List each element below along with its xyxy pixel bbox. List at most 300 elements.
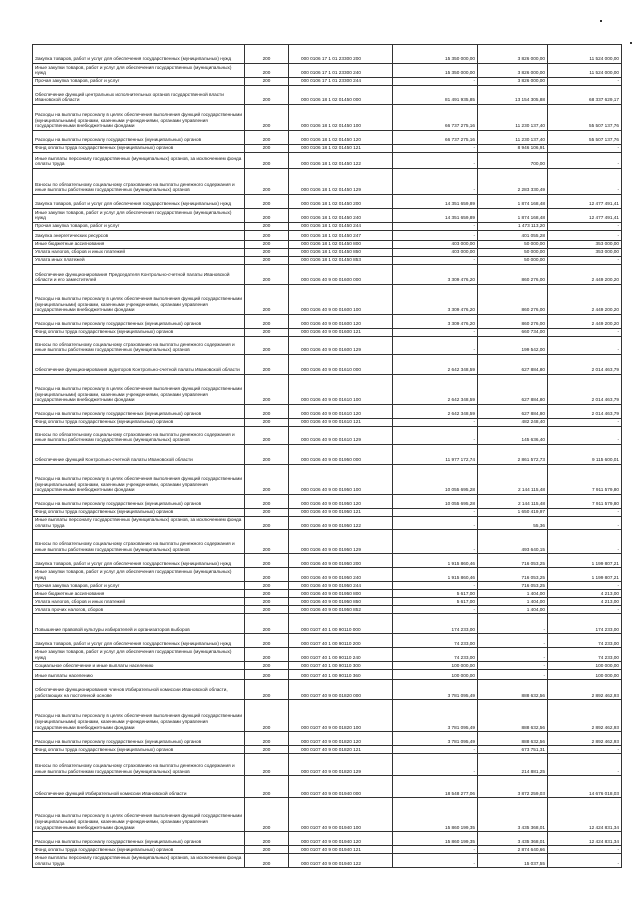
row-approved-amount: 1 915 860,46 <box>393 554 478 568</box>
row-approved-amount: 100 000,00 <box>393 662 478 670</box>
row-line-code: 200 <box>245 670 289 680</box>
row-budget-code: 000 0106 40 9 00 01600 100 <box>289 285 393 315</box>
row-line-code: 200 <box>245 169 289 195</box>
row-budget-code: 000 0107 40 9 00 01820 120 <box>289 732 393 746</box>
table-row <box>33 105 622 131</box>
row-approved-amount: - <box>393 754 478 776</box>
row-name: Обеспечение функционирования аудиторов Контрольно-счетной палаты Ивановской области <box>33 355 245 375</box>
row-line-code: 200 <box>245 495 289 509</box>
row-name: Уплата иных платежей <box>33 257 245 265</box>
row-unexecuted-amount: 12 424 831,34 <box>548 798 622 832</box>
row-line-code: 200 <box>245 64 289 78</box>
row-name: Закупка энергетических ресурсов <box>33 231 245 241</box>
row-executed-amount: 2 144 115,48 <box>478 465 548 495</box>
row-approved-amount: 74 233,00 <box>393 634 478 648</box>
row-executed-amount: 3 826 000,00 <box>478 64 548 78</box>
row-budget-code: 000 0106 18 1 02 01450 240 <box>289 209 393 223</box>
table-row <box>33 606 622 614</box>
table-row <box>33 854 622 868</box>
row-approved-amount: 2 642 348,59 <box>393 405 478 419</box>
row-budget-code: 000 0106 40 9 00 01950 100 <box>289 465 393 495</box>
row-line-code: 200 <box>245 606 289 614</box>
table-row <box>33 832 622 846</box>
row-executed-amount: 50 000,00 <box>478 257 548 265</box>
row-budget-code: 000 0106 18 1 02 01450 247 <box>289 231 393 241</box>
row-name: Взносы по обязательному социальному страхованию на выплаты денежного содержания и иные выплаты работникам государственных (муниципальных) органов <box>33 337 245 355</box>
row-approved-amount: 15 860 199,35 <box>393 832 478 846</box>
row-unexecuted-amount: - <box>548 329 622 337</box>
row-budget-code: 000 0106 40 9 00 01950 850 <box>289 598 393 606</box>
row-budget-code: 000 0107 40 9 00 01940 121 <box>289 846 393 854</box>
row-executed-amount: 3 826 000,00 <box>478 45 548 64</box>
row-name: Социальное обеспечение и иные выплаты населению <box>33 662 245 670</box>
row-unexecuted-amount: - <box>548 78 622 86</box>
row-budget-code: 000 0107 40 9 00 01820 000 <box>289 680 393 700</box>
row-line-code: 200 <box>245 231 289 241</box>
row-budget-code: 000 0106 18 1 02 01450 100 <box>289 105 393 131</box>
row-unexecuted-amount: 12 424 831,34 <box>548 832 622 846</box>
row-name: Фонд оплаты труда государственных (муниципальных) органов <box>33 329 245 337</box>
table-row <box>33 169 622 195</box>
table-row <box>33 465 622 495</box>
table-row <box>33 209 622 223</box>
row-unexecuted-amount: - <box>548 509 622 517</box>
row-budget-code: 000 0106 40 9 00 01950 852 <box>289 606 393 614</box>
row-approved-amount: 81 491 935,85 <box>393 86 478 105</box>
row-budget-code: 000 0106 17 1 01 23300 240 <box>289 64 393 78</box>
row-budget-code: 000 0106 40 9 00 01950 240 <box>289 568 393 582</box>
row-unexecuted-amount: 2 892 462,93 <box>548 732 622 746</box>
row-executed-amount: 8 946 106,91 <box>478 145 548 153</box>
row-budget-code: 000 0106 40 9 00 01950 244 <box>289 582 393 590</box>
table-row <box>33 86 622 105</box>
row-budget-code: 000 0107 40 9 00 01940 120 <box>289 832 393 846</box>
row-unexecuted-amount: - <box>548 223 622 231</box>
row-unexecuted-amount: - <box>548 746 622 754</box>
row-approved-amount: 3 781 095,49 <box>393 680 478 700</box>
row-name: Расходы на выплаты персоналу в целях обеспечения выполнения функций государственными (муниципальными) органами, казенными учреждениями, органами управления государственными внебюджетными фондами <box>33 465 245 495</box>
row-approved-amount: 5 617,00 <box>393 598 478 606</box>
row-approved-amount: - <box>393 223 478 231</box>
row-line-code: 200 <box>245 355 289 375</box>
row-unexecuted-amount: 2 449 200,20 <box>548 315 622 329</box>
row-name: Иные закупки товаров, работ и услуг для обеспечения государственных (муниципальных) нужд <box>33 64 245 78</box>
row-unexecuted-amount: 7 911 579,80 <box>548 465 622 495</box>
row-unexecuted-amount: 2 892 462,93 <box>548 700 622 732</box>
row-name: Фонд оплаты труда государственных (муниципальных) органов <box>33 746 245 754</box>
row-unexecuted-amount: - <box>548 231 622 241</box>
row-name: Взносы по обязательному социальному страхованию на выплаты денежного содержания и иные выплаты работникам государственных (муниципальных) органов <box>33 169 245 195</box>
row-budget-code: 000 0106 40 9 00 01950 129 <box>289 530 393 554</box>
table-row <box>33 64 622 78</box>
row-executed-amount: 1 874 168,48 <box>478 209 548 223</box>
row-name: Расходы на выплаты персоналу в целях обеспечения выполнения функций государственными (муниципальными) органами, казенными учреждениями, органами управления государственными внебюджетными фондами <box>33 105 245 131</box>
row-budget-code: 000 0106 40 9 00 01950 122 <box>289 517 393 530</box>
row-name: Иные закупки товаров, работ и услуг для обеспечения государственных (муниципальных) нужд <box>33 209 245 223</box>
row-budget-code: 000 0106 40 9 00 01950 120 <box>289 495 393 509</box>
row-unexecuted-amount: - <box>548 606 622 614</box>
row-unexecuted-amount: 55 507 137,76 <box>548 105 622 131</box>
row-budget-code: 000 0106 40 9 00 01610 129 <box>289 427 393 445</box>
row-line-code: 200 <box>245 554 289 568</box>
row-executed-amount: 13 154 305,88 <box>478 86 548 105</box>
row-unexecuted-amount: 11 524 000,00 <box>548 64 622 78</box>
row-line-code: 200 <box>245 517 289 530</box>
table-row <box>33 78 622 86</box>
row-line-code: 200 <box>245 582 289 590</box>
row-name: Взносы по обязательному социальному страхованию на выплаты денежного содержания и иные выплаты работникам государственных (муниципальных) органов <box>33 427 245 445</box>
table-row <box>33 355 622 375</box>
row-approved-amount: 5 617,00 <box>393 590 478 598</box>
row-approved-amount: 3 309 476,20 <box>393 315 478 329</box>
table-row <box>33 582 622 590</box>
row-unexecuted-amount: 1 199 807,21 <box>548 554 622 568</box>
scan-speck <box>630 42 632 44</box>
row-budget-code: 000 0106 17 1 01 23300 200 <box>289 45 393 64</box>
row-line-code: 200 <box>245 590 289 598</box>
row-executed-amount: 888 632,56 <box>478 700 548 732</box>
row-approved-amount: 3 781 095,49 <box>393 700 478 732</box>
row-name: Обеспечение функций Контрольно-счетной палаты Ивановской области <box>33 445 245 465</box>
row-unexecuted-amount: - <box>548 582 622 590</box>
row-executed-amount: - <box>478 662 548 670</box>
row-budget-code: 000 0106 18 1 02 01450 853 <box>289 257 393 265</box>
row-line-code: 200 <box>245 223 289 231</box>
table-row <box>33 530 622 554</box>
row-unexecuted-amount: 55 507 137,76 <box>548 131 622 145</box>
table-row <box>33 241 622 249</box>
row-executed-amount: 55,36 <box>478 517 548 530</box>
row-approved-amount: - <box>393 530 478 554</box>
table-row <box>33 265 622 285</box>
row-budget-code: 000 0106 40 9 00 01950 000 <box>289 445 393 465</box>
row-unexecuted-amount: - <box>548 517 622 530</box>
row-name: Прочая закупка товаров, работ и услуг <box>33 78 245 86</box>
row-unexecuted-amount: 4 213,00 <box>548 598 622 606</box>
table-row <box>33 375 622 405</box>
row-line-code: 200 <box>245 634 289 648</box>
row-executed-amount: 2 861 572,73 <box>478 445 548 465</box>
row-unexecuted-amount: 2 014 463,79 <box>548 405 622 419</box>
row-line-code: 200 <box>245 131 289 145</box>
row-name: Уплата налогов, сборов и иных платежей <box>33 598 245 606</box>
table-row <box>33 590 622 598</box>
row-line-code: 200 <box>245 105 289 131</box>
row-line-code: 200 <box>245 798 289 832</box>
row-budget-code: 000 0106 18 1 02 01450 244 <box>289 223 393 231</box>
row-approved-amount: - <box>393 582 478 590</box>
row-line-code: 200 <box>245 419 289 427</box>
row-approved-amount: 10 055 695,28 <box>393 465 478 495</box>
table-row <box>33 315 622 329</box>
row-line-code: 200 <box>245 257 289 265</box>
row-unexecuted-amount: - <box>548 153 622 169</box>
row-budget-code: 000 0107 40 9 00 01940 100 <box>289 798 393 832</box>
row-unexecuted-amount: 4 213,00 <box>548 590 622 598</box>
row-line-code: 200 <box>245 209 289 223</box>
row-executed-amount: 660 734,00 <box>478 329 548 337</box>
row-budget-code: 000 0106 18 1 02 01450 122 <box>289 153 393 169</box>
row-executed-amount: 15 037,55 <box>478 854 548 868</box>
row-budget-code: 000 0107 40 9 00 01820 121 <box>289 746 393 754</box>
row-approved-amount: 10 055 695,28 <box>393 495 478 509</box>
table-row <box>33 131 622 145</box>
row-unexecuted-amount: 353 000,00 <box>548 241 622 249</box>
row-line-code: 200 <box>245 614 289 634</box>
row-executed-amount: 11 230 137,40 <box>478 131 548 145</box>
row-name: Закупка товаров, работ и услуг для обеспечения государственных (муниципальных) нужд <box>33 634 245 648</box>
row-executed-amount: 2 874 640,66 <box>478 846 548 854</box>
row-executed-amount: 199 542,00 <box>478 337 548 355</box>
row-approved-amount: 3 309 476,20 <box>393 285 478 315</box>
row-name: Расходы на выплаты персоналу государственных (муниципальных) органов <box>33 832 245 846</box>
row-executed-amount: 493 640,15 <box>478 530 548 554</box>
row-executed-amount: 1 404,00 <box>478 606 548 614</box>
row-budget-code: 000 0106 40 9 00 01600 129 <box>289 337 393 355</box>
row-unexecuted-amount: 14 676 018,03 <box>548 776 622 798</box>
row-executed-amount: 888 632,56 <box>478 732 548 746</box>
row-line-code: 200 <box>245 776 289 798</box>
table-row <box>33 337 622 355</box>
row-line-code: 200 <box>245 86 289 105</box>
row-executed-amount: - <box>478 670 548 680</box>
table-row <box>33 257 622 265</box>
row-budget-code: 000 0106 40 9 00 01610 120 <box>289 405 393 419</box>
row-executed-amount: - <box>478 648 548 662</box>
row-name: Обеспечение функций Избирательной комиссии Ивановской области <box>33 776 245 798</box>
row-executed-amount: 401 055,28 <box>478 231 548 241</box>
row-line-code: 200 <box>245 315 289 329</box>
row-unexecuted-amount: 7 911 579,80 <box>548 495 622 509</box>
row-unexecuted-amount: - <box>548 145 622 153</box>
row-line-code: 200 <box>245 145 289 153</box>
row-line-code: 200 <box>245 241 289 249</box>
table-row <box>33 568 622 582</box>
row-line-code: 200 <box>245 530 289 554</box>
row-budget-code: 000 0106 18 1 02 01450 129 <box>289 169 393 195</box>
row-approved-amount: 100 000,00 <box>393 670 478 680</box>
row-executed-amount: 1 404,00 <box>478 590 548 598</box>
row-unexecuted-amount: 74 233,00 <box>548 648 622 662</box>
row-executed-amount: 673 751,31 <box>478 746 548 754</box>
row-approved-amount: - <box>393 427 478 445</box>
table-row <box>33 231 622 241</box>
row-line-code: 200 <box>245 846 289 854</box>
table-body <box>33 45 622 868</box>
table-row <box>33 700 622 732</box>
table-row <box>33 195 622 209</box>
scan-speck <box>600 20 602 22</box>
row-name: Закупка товаров, работ и услуг для обеспечения государственных (муниципальных) нужд <box>33 195 245 209</box>
budget-execution-table <box>32 44 622 868</box>
row-executed-amount: 700,00 <box>478 153 548 169</box>
row-name: Расходы на выплаты персоналу государственных (муниципальных) органов <box>33 405 245 419</box>
table-row <box>33 285 622 315</box>
row-line-code: 200 <box>245 680 289 700</box>
row-line-code: 200 <box>245 732 289 746</box>
row-unexecuted-amount: 74 233,00 <box>548 634 622 648</box>
row-approved-amount: - <box>393 145 478 153</box>
row-name: Расходы на выплаты персоналу в целях обеспечения выполнения функций государственными (муниципальными) органами, казенными учреждениями, органами управления государственными внебюджетными фондами <box>33 700 245 732</box>
row-budget-code: 000 0106 18 1 02 01450 120 <box>289 131 393 145</box>
row-unexecuted-amount: 1 199 807,21 <box>548 568 622 582</box>
row-name: Уплата налогов, сборов и иных платежей <box>33 249 245 257</box>
row-name: Фонд оплаты труда государственных (муниципальных) органов <box>33 419 245 427</box>
row-budget-code: 000 0106 18 1 02 01450 200 <box>289 195 393 209</box>
row-unexecuted-amount: 100 000,00 <box>548 670 622 680</box>
row-budget-code: 000 0106 40 9 00 01610 100 <box>289 375 393 405</box>
row-approved-amount: - <box>393 337 478 355</box>
row-name: Повышение правовой культуры избирателей и организаторов выборов <box>33 614 245 634</box>
row-line-code: 200 <box>245 427 289 445</box>
row-approved-amount: - <box>393 231 478 241</box>
row-line-code: 200 <box>245 598 289 606</box>
row-line-code: 200 <box>245 648 289 662</box>
row-budget-code: 000 0106 18 1 02 01450 000 <box>289 86 393 105</box>
row-name: Иные выплаты населению <box>33 670 245 680</box>
row-line-code: 200 <box>245 465 289 495</box>
row-budget-code: 000 0106 18 1 02 01450 800 <box>289 241 393 249</box>
row-executed-amount: 1 650 419,97 <box>478 509 548 517</box>
row-approved-amount: - <box>393 606 478 614</box>
table-row <box>33 634 622 648</box>
table-row <box>33 754 622 776</box>
row-budget-code: 000 0106 40 9 00 01610 121 <box>289 419 393 427</box>
row-name: Закупка товаров, работ и услуг для обеспечения государственных (муниципальных) нужд <box>33 45 245 64</box>
row-name: Расходы на выплаты персоналу в целях обеспечения выполнения функций государственными (муниципальными) органами, казенными учреждениями, органами управления государственными внебюджетными фондами <box>33 375 245 405</box>
row-unexecuted-amount: - <box>548 337 622 355</box>
row-executed-amount: 627 884,80 <box>478 375 548 405</box>
row-executed-amount: 627 884,80 <box>478 405 548 419</box>
row-name: Уплата прочих налогов, сборов <box>33 606 245 614</box>
row-unexecuted-amount: - <box>548 754 622 776</box>
row-budget-code: 000 0107 40 1 00 90110 240 <box>289 648 393 662</box>
row-approved-amount: 403 000,00 <box>393 249 478 257</box>
row-unexecuted-amount: 12 477 491,41 <box>548 195 622 209</box>
row-name: Иные бюджетные ассигнования <box>33 590 245 598</box>
row-unexecuted-amount: 9 115 600,01 <box>548 445 622 465</box>
table-row <box>33 670 622 680</box>
row-approved-amount: 66 737 275,16 <box>393 131 478 145</box>
row-approved-amount: 403 000,00 <box>393 241 478 249</box>
table-row <box>33 405 622 419</box>
row-unexecuted-amount: 2 449 200,20 <box>548 265 622 285</box>
row-name: Расходы на выплаты персоналу государственных (муниципальных) органов <box>33 315 245 329</box>
row-name: Расходы на выплаты персоналу в целях обеспечения выполнения функций государственными (муниципальными) органами, казенными учреждениями, органами управления государственными внебюджетными фондами <box>33 285 245 315</box>
row-line-code: 200 <box>245 45 289 64</box>
table-row <box>33 662 622 670</box>
table-row <box>33 598 622 606</box>
row-approved-amount: 174 233,00 <box>393 614 478 634</box>
row-unexecuted-amount: 353 000,00 <box>548 249 622 257</box>
row-approved-amount: - <box>393 169 478 195</box>
row-name: Иные выплаты персоналу государственных (муниципальных) органов, за исключением фонда оплаты труда <box>33 517 245 530</box>
row-line-code: 200 <box>245 746 289 754</box>
table-row <box>33 45 622 64</box>
row-budget-code: 000 0106 18 1 02 01450 121 <box>289 145 393 153</box>
row-name: Взносы по обязательному социальному страхованию на выплаты денежного содержания и иные выплаты работникам государственных (муниципальных) органов <box>33 530 245 554</box>
row-executed-amount: 716 053,25 <box>478 582 548 590</box>
row-line-code: 200 <box>245 854 289 868</box>
row-executed-amount: 627 884,80 <box>478 355 548 375</box>
row-executed-amount: 3 435 368,01 <box>478 798 548 832</box>
row-name: Иные закупки товаров, работ и услуг для обеспечения государственных (муниципальных) нужд <box>33 568 245 582</box>
row-budget-code: 000 0106 40 9 00 01950 800 <box>289 590 393 598</box>
row-executed-amount: 860 276,00 <box>478 285 548 315</box>
row-budget-code: 000 0106 40 9 00 01610 000 <box>289 355 393 375</box>
row-executed-amount: 716 053,25 <box>478 568 548 582</box>
row-executed-amount: 482 248,40 <box>478 419 548 427</box>
table-row <box>33 680 622 700</box>
row-name: Иные бюджетные ассигнования <box>33 241 245 249</box>
row-unexecuted-amount: - <box>548 169 622 195</box>
row-unexecuted-amount: 2 449 200,20 <box>548 285 622 315</box>
row-budget-code: 000 0107 40 1 00 90110 360 <box>289 670 393 680</box>
row-name: Иные выплаты персоналу государственных (муниципальных) органов, за исключением фонда оплаты труда <box>33 854 245 868</box>
row-unexecuted-amount: 2 014 463,79 <box>548 355 622 375</box>
row-unexecuted-amount: 174 233,00 <box>548 614 622 634</box>
row-budget-code: 000 0107 40 9 00 01940 000 <box>289 776 393 798</box>
row-budget-code: 000 0107 40 9 00 01820 129 <box>289 754 393 776</box>
row-unexecuted-amount: 68 337 629,17 <box>548 86 622 105</box>
row-name: Иные выплаты персоналу государственных (муниципальных) органов, за исключением фонда оплаты труда <box>33 153 245 169</box>
row-executed-amount: 2 283 330,49 <box>478 169 548 195</box>
row-approved-amount: 14 351 659,89 <box>393 209 478 223</box>
row-approved-amount: 14 351 659,89 <box>393 195 478 209</box>
row-line-code: 200 <box>245 700 289 732</box>
row-executed-amount: 1 874 168,48 <box>478 195 548 209</box>
row-name: Фонд оплаты труда государственных (муниципальных) органов <box>33 509 245 517</box>
row-executed-amount: - <box>478 614 548 634</box>
row-budget-code: 000 0107 40 1 00 90110 200 <box>289 634 393 648</box>
row-unexecuted-amount: - <box>548 530 622 554</box>
row-unexecuted-amount: 12 477 491,41 <box>548 209 622 223</box>
row-name: Расходы на выплаты персоналу государственных (муниципальных) органов <box>33 131 245 145</box>
row-line-code: 200 <box>245 568 289 582</box>
row-executed-amount: 3 826 000,00 <box>478 78 548 86</box>
row-executed-amount: 860 276,00 <box>478 265 548 285</box>
row-budget-code: 000 0106 40 9 00 01950 200 <box>289 554 393 568</box>
row-executed-amount: 1 404,00 <box>478 598 548 606</box>
row-unexecuted-amount: - <box>548 419 622 427</box>
row-line-code: 200 <box>245 662 289 670</box>
table-row <box>33 223 622 231</box>
row-approved-amount: 18 548 277,06 <box>393 776 478 798</box>
row-unexecuted-amount: 2 014 463,79 <box>548 375 622 405</box>
table-row <box>33 509 622 517</box>
row-budget-code: 000 0106 40 9 00 01600 120 <box>289 315 393 329</box>
table-row <box>33 445 622 465</box>
row-unexecuted-amount: 11 524 000,00 <box>548 45 622 64</box>
row-name: Расходы на выплаты персоналу в целях обеспечения выполнения функций государственными (муниципальными) органами, казенными учреждениями, органами управления государственными внебюджетными фондами <box>33 798 245 832</box>
table-row <box>33 329 622 337</box>
table-row <box>33 776 622 798</box>
table-row <box>33 746 622 754</box>
table-row <box>33 427 622 445</box>
row-unexecuted-amount: 2 892 462,93 <box>548 680 622 700</box>
table-row <box>33 419 622 427</box>
table-row <box>33 145 622 153</box>
row-line-code: 200 <box>245 375 289 405</box>
row-line-code: 200 <box>245 754 289 776</box>
row-approved-amount: - <box>393 509 478 517</box>
row-budget-code: 000 0106 18 1 02 01450 850 <box>289 249 393 257</box>
table-row <box>33 648 622 662</box>
row-approved-amount: - <box>393 854 478 868</box>
row-approved-amount: - <box>393 846 478 854</box>
row-line-code: 200 <box>245 153 289 169</box>
row-executed-amount: 3 435 368,01 <box>478 832 548 846</box>
